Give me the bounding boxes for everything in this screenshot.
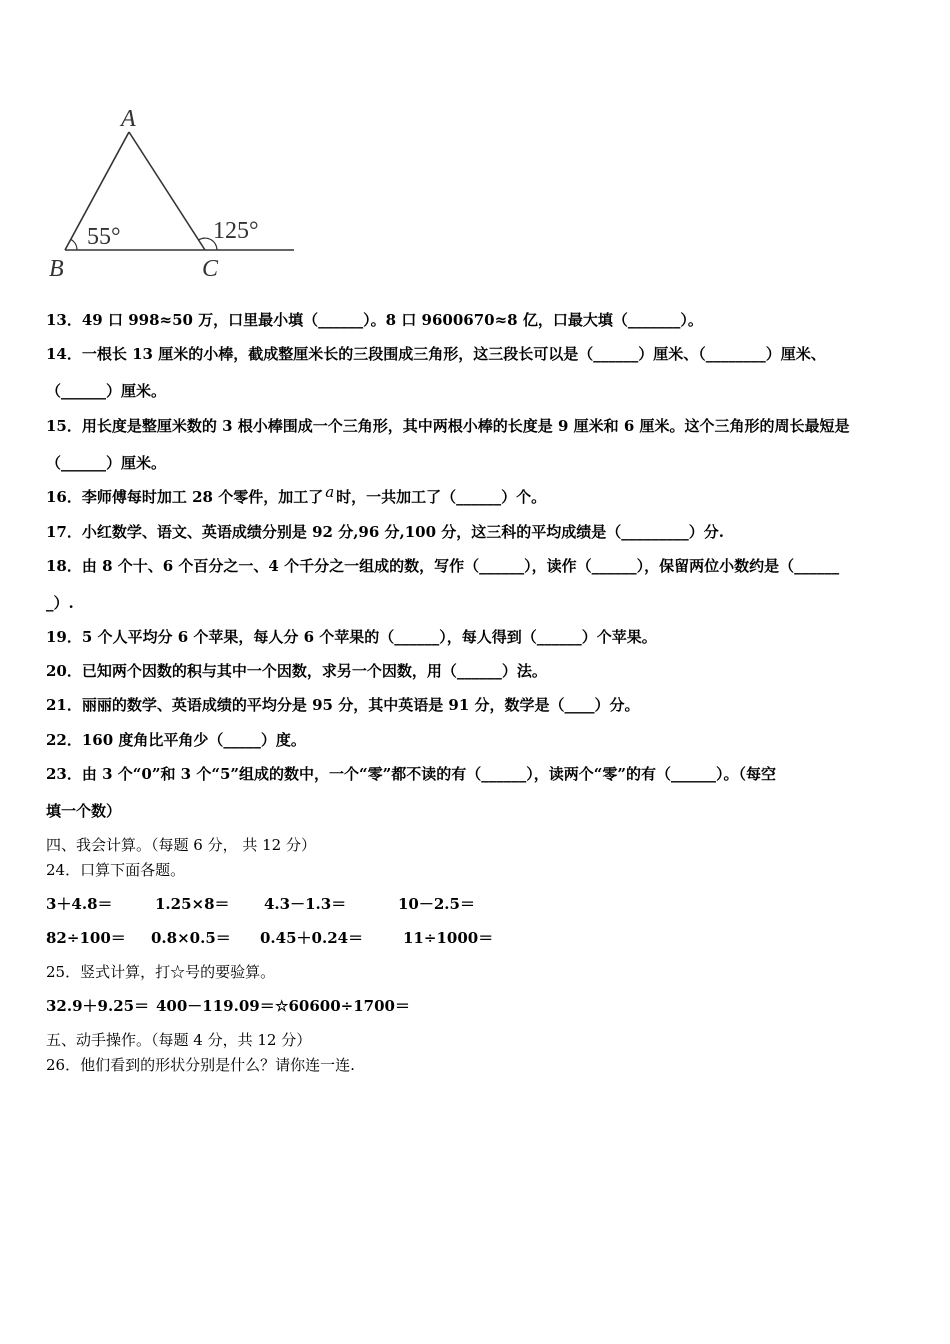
triangle-figure: [40, 98, 310, 288]
vertex-label-c: C: [202, 256, 219, 282]
vertical-calc-item: ☆60600÷1700＝: [275, 997, 410, 1015]
question-15-line-2: （______）厘米。: [46, 454, 167, 472]
question-23-line-1: 23．由 3 个“0”和 3 个“5”组成的数中，一个“零”都不读的有（______），读两个“零”的有（______）。（每空: [46, 765, 777, 783]
question-16: [46, 483, 916, 507]
question-17: 17．小红数学、语文、英语成绩分别是 92 分,96 分,100 分，这三科的平均成绩是（_________）分.: [46, 523, 724, 541]
question-25-title: 25．竖式计算，打☆号的要验算。: [46, 963, 276, 981]
question-23-line-2: 填一个数）: [46, 802, 122, 820]
mental-calc-item: 0.45＋0.24＝: [260, 929, 364, 947]
section-5-heading: 五、动手操作。（每题 4 分，共 12 分）: [46, 1031, 312, 1049]
mental-calc-item: 11÷1000＝: [403, 929, 494, 947]
angle-label-125: 125°: [213, 218, 259, 244]
question-20: 20．已知两个因数的积与其中一个因数，求另一个因数，用（______）法。: [46, 662, 547, 680]
vertical-calc-item: 32.9＋9.25＝: [46, 997, 150, 1015]
mental-calc-item: 82÷100＝: [46, 929, 126, 947]
angle-label-55: 55°: [87, 224, 121, 250]
vertex-label-b: B: [49, 256, 64, 282]
question-13: 13．49 口 998≈50 万，口里最小填（______）。8 口 9600670≈8 亿，口最大填（_______）。: [46, 311, 703, 329]
question-19: 19．5 个人平均分 6 个苹果，每人分 6 个苹果的（______），每人得到（______）个苹果。: [46, 628, 657, 646]
section-4-heading: 四、我会计算。（每题 6 分， 共 12 分）: [46, 836, 316, 854]
question-16-text-before: 16．李师傅每时加工 28 个零件，加工了: [46, 488, 324, 506]
question-16-text-after: 时，一共加工了（______）个。: [336, 488, 547, 506]
mental-calc-item: 0.8×0.5＝: [151, 929, 231, 947]
mental-calc-item: 10－2.5＝: [398, 895, 475, 913]
mental-calc-item: 3＋4.8＝: [46, 895, 113, 913]
question-14-line-2: （______）厘米。: [46, 382, 167, 400]
mental-calc-item: 4.3－1.3＝: [264, 895, 347, 913]
triangle-side-ac: [129, 132, 205, 250]
variable-a: a: [325, 483, 335, 501]
question-14-line-1: 14．一根长 13 厘米的小棒，截成整厘米长的三段围成三角形，这三段长可以是（______）厘米、（________）厘米、: [46, 345, 826, 363]
mental-calc-item: 1.25×8＝: [155, 895, 230, 913]
question-26: 26．他们看到的形状分别是什么？请你连一连.: [46, 1056, 355, 1074]
question-21: 21．丽丽的数学、英语成绩的平均分是 95 分，其中英语是 91 分，数学是（____）分。: [46, 696, 640, 714]
question-24-title: 24．口算下面各题。: [46, 861, 186, 879]
vertex-label-a: A: [121, 106, 136, 132]
question-18-line-1: 18．由 8 个十、6 个百分之一、4 个千分之一组成的数，写作（______），读作（______），保留两位小数约是（______: [46, 557, 840, 575]
question-22: 22．160 度角比平角少（_____）度。: [46, 731, 306, 749]
question-18-line-2: _）.: [46, 594, 74, 612]
angle-arc-b: [71, 240, 77, 251]
question-15-line-1: 15．用长度是整厘米数的 3 根小棒围成一个三角形，其中两根小棒的长度是 9 厘米和 6 厘米。这个三角形的周长最短是: [46, 417, 850, 435]
vertical-calc-item: 400－119.09＝: [156, 997, 275, 1015]
